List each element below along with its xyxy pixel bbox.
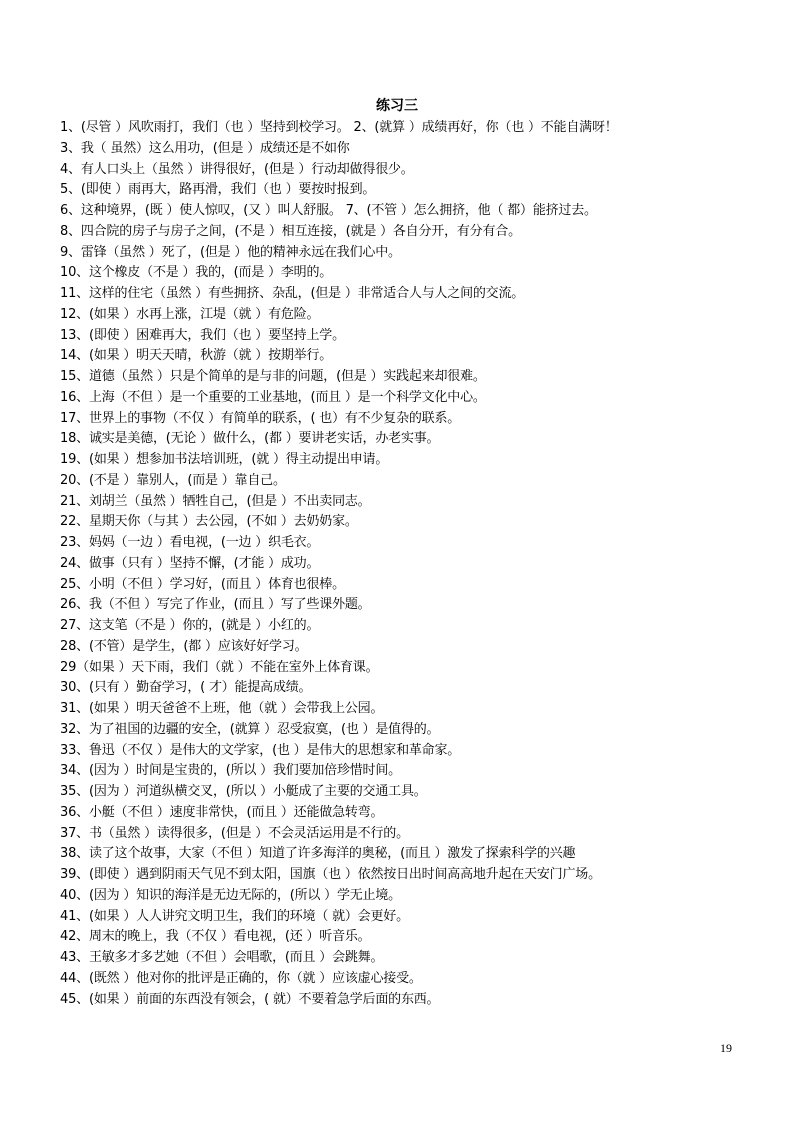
exercise-line: 31、(如果 ）明天爸爸不上班，他（就 ）会带我上公园。 <box>60 701 384 716</box>
exercise-line: 38、读了这个故事，大家（不但 ）知道了许多海洋的奥秘，(而且 ）激发了探索科学的兴趣 <box>60 846 576 862</box>
exercise-line: 23、妈妈（一边 ）看电视，(一边 ）织毛衣。 <box>60 535 320 550</box>
exercise-line: 16、上海（不但 ）是一个重要的工业基地，(而且 ）是一个科学文化中心。 <box>60 389 486 405</box>
exercise-line: 43、王敏多才多艺她（不但 ）会唱歌，(而且 ）会跳舞。 <box>60 950 384 965</box>
exercise-line: 30、(只有 ）勤奋学习，( 才）能提高成绩。 <box>60 680 312 696</box>
exercise-line: 12、(如果 ）水再上涨，江堤（就 ）有危险。 <box>60 306 320 322</box>
exercise-line: 5、(即使 ）雨再大，路再滑，我们（也 ）要按时报到。 <box>60 182 376 198</box>
page-number: 19 <box>720 1041 732 1055</box>
exercise-line: 42、周末的晚上，我（不仅 ）看电视，(还 ）听音乐。 <box>60 929 371 945</box>
exercise-line: 32、为了祖国的边疆的安全，(就算 ）忍受寂寞，(也 ）是值得的。 <box>60 721 440 737</box>
exercise-line: 10、这个橡皮（不是 ）我的，(而是 ）李明的。 <box>60 265 333 281</box>
exercise-line: 3、我（ 虽然）这么用功，(但是 ）成绩还是不如你 <box>60 140 350 156</box>
exercise-line: 17、世界上的事物（不仅 ）有简单的联系，( 也）有不少复杂的联系。 <box>60 410 461 426</box>
exercise-line: 15、道德（虽然 ）只是个简单的是与非的问题，(但是 ）实践起来却很难。 <box>60 369 486 384</box>
exercise-line: 14、(如果 ）明天天晴，秋游（就 ）按期举行。 <box>60 348 333 364</box>
exercise-line: 44、(既然 ）他对你的批评是正确的，你（就 ）应该虚心接受。 <box>60 970 422 986</box>
exercise-line: 27、这支笔（不是 ）你的，(就是 ）小红的。 <box>60 618 320 633</box>
exercise-list <box>60 118 760 1010</box>
exercise-line: 19、(如果 ）想参加书法培训班，(就 ）得主动提出申请。 <box>60 452 389 467</box>
exercise-line: 20、(不是 ）靠别人，(而是 ）靠自己。 <box>60 472 286 488</box>
exercise-line: 18、诚实是美德，(无论 ）做什么，(都 ）要讲老实话，办老实事。 <box>60 431 440 447</box>
exercise-line: 13、(即使 ）困难再大，我们（也 ）要坚持上学。 <box>60 327 345 343</box>
exercise-line: 45、(如果 ）前面的东西没有领会，( 就）不要着急学后面的东西。 <box>60 991 440 1007</box>
exercise-line: 37、书（虽然 ）读得很多，(但是 ）不会灵活运用是不行的。 <box>60 825 409 841</box>
exercise-line: 33、鲁迅（不仅 ）是伟大的文学家，(也 ）是伟大的思想家和革命家。 <box>60 742 461 758</box>
exercise-line: 25、小明（不但 ）学习好，(而且 ）体育也很棒。 <box>60 576 345 592</box>
exercise-line: 36、小艇（不但 ）速度非常快，(而且 ）还能做急转弯。 <box>60 804 384 820</box>
exercise-line: 29（如果 ）天下雨，我们（就 ）不能在室外上体育课。 <box>60 659 379 675</box>
exercise-line: 11、这样的住宅（虽然 ）有些拥挤、杂乱，(但是 ）非常适合人与人之间的交流。 <box>60 286 525 301</box>
exercise-line: 35、(因为 ）河道纵横交叉，(所以 ）小艇成了主要的交通工具。 <box>60 784 427 799</box>
page-title: 练习三 <box>376 98 418 114</box>
exercise-line: 8、四合院的房子与房子之间，(不是 ）相互连接，(就是 ）各自分开，有分有合。 <box>60 223 521 239</box>
exercise-line: 24、做事（只有 ）坚持不懈，(才能 ）成功。 <box>60 555 320 571</box>
exercise-line: 40、(因为 ）知识的海洋是无边无际的，(所以 ）学无止境。 <box>60 887 401 903</box>
exercise-line: 1、(尽管 ）风吹雨打，我们（也 ）坚持到校学习。 2、(就算 ）成绩再好，你（也 ）不能自满呀！ <box>60 120 618 135</box>
exercise-line: 9、雷锋（虽然 ）死了，(但是 ）他的精神永远在我们心中。 <box>60 244 401 260</box>
exercise-line: 28、(不管）是学生，(都 ）应该好好学习。 <box>60 638 308 654</box>
exercise-line: 22、星期天你（与其 ）去公园，(不如 ）去奶奶家。 <box>60 514 358 530</box>
exercise-line: 34、(因为 ）时间是宝贵的，(所以 ）我们要加倍珍惜时间。 <box>60 763 401 779</box>
exercise-line: 21、刘胡兰（虽然 ）牺牲自己，(但是 ）不出卖同志。 <box>60 493 371 509</box>
exercise-line: 41、(如果 ）人人讲究文明卫生，我们的环境（ 就）会更好。 <box>60 908 409 924</box>
exercise-line: 6、这种境界，(既 ）使人惊叹，(又 ）叫人舒服。 7、(不管 ）怎么拥挤，他（ 都）能挤过去。 <box>60 203 597 218</box>
exercise-line: 4、有人口头上（虽然 ）讲得很好，(但是 ）行动却做得很少。 <box>60 161 414 177</box>
exercise-line: 39、(即使 ）遇到阴雨天气见不到太阳，国旗（也 ）依然按日出时间高高地升起在天安门广场。 <box>60 867 601 882</box>
exercise-line: 26、我（不但 ）写完了作业，(而且 ）写了些课外题。 <box>60 597 371 613</box>
